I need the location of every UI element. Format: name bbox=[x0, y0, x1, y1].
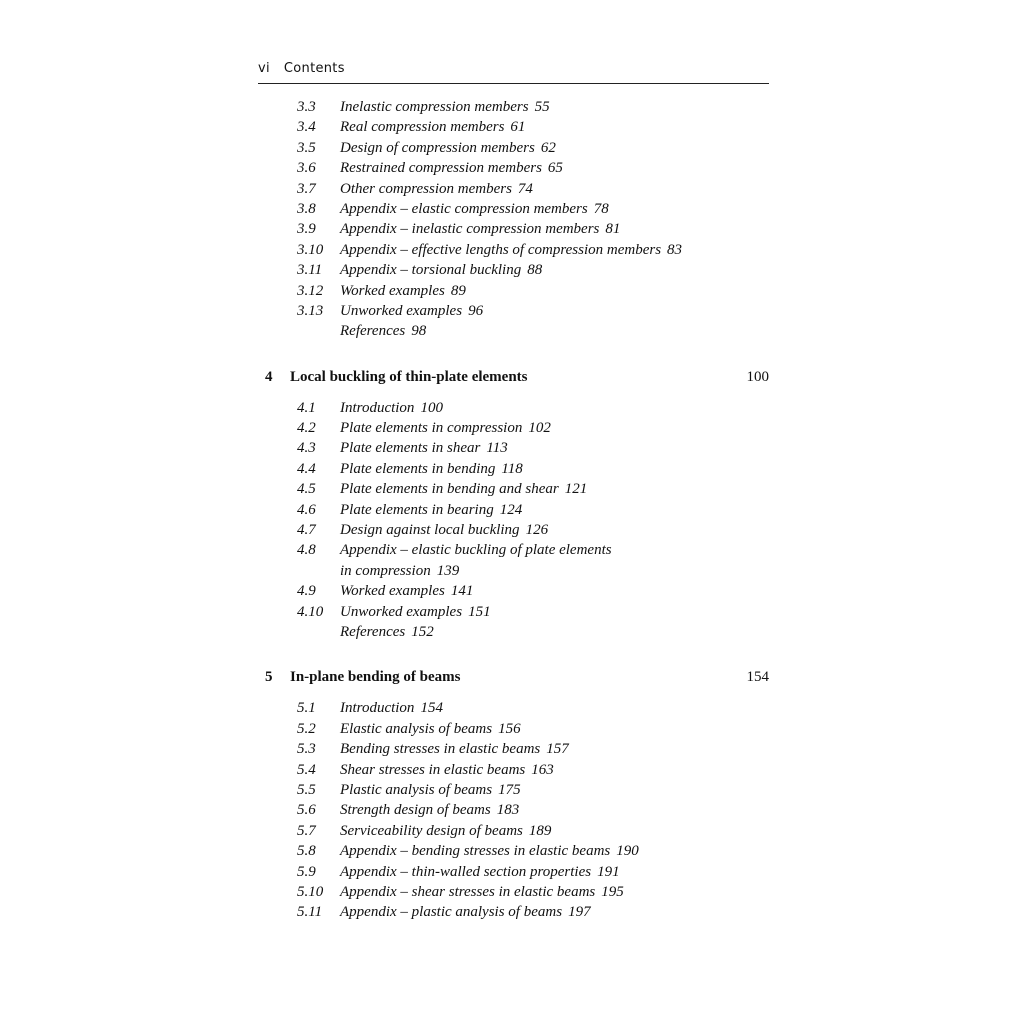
section-page: 100 bbox=[420, 399, 443, 416]
section-page: 163 bbox=[531, 761, 554, 778]
section-number: 3.6 bbox=[297, 160, 316, 177]
section-number: 3.8 bbox=[297, 200, 316, 217]
section-page: 156 bbox=[498, 720, 521, 737]
section-page: 89 bbox=[450, 282, 466, 299]
section-title-text: Plate elements in shear bbox=[340, 440, 481, 457]
toc-entry[interactable] bbox=[258, 479, 769, 499]
toc-entry[interactable] bbox=[258, 800, 769, 820]
section-number: 4.10 bbox=[297, 603, 324, 620]
section-title bbox=[340, 882, 624, 902]
section-title-text: Plastic analysis of beams bbox=[340, 781, 493, 798]
section-page: 154 bbox=[420, 700, 443, 717]
section-title bbox=[340, 179, 533, 199]
section-title bbox=[340, 821, 551, 841]
chapter-page: 154 bbox=[746, 669, 769, 686]
section-number: 4.5 bbox=[297, 481, 316, 498]
toc-entry[interactable] bbox=[258, 438, 769, 458]
section-title-text: Introduction bbox=[340, 399, 415, 416]
section-title bbox=[340, 540, 612, 560]
header-rule bbox=[258, 83, 769, 84]
section-number: 3.13 bbox=[297, 302, 324, 319]
section-title-text: Worked examples bbox=[340, 583, 445, 600]
section-title-text: Appendix – bending stresses in elastic beams bbox=[340, 843, 611, 860]
section-title bbox=[340, 479, 587, 499]
section-title-text: Plate elements in compression bbox=[340, 420, 523, 437]
chapter-title: Local buckling of thin-plate elements bbox=[290, 368, 528, 385]
section-page: 102 bbox=[528, 420, 551, 437]
section-number: 3.9 bbox=[297, 221, 316, 238]
section-title-text: Design against local buckling bbox=[340, 522, 520, 539]
section-title bbox=[340, 698, 443, 718]
section-title-text: Design of compression members bbox=[340, 139, 535, 156]
chapter-title: In-plane bending of beams bbox=[290, 669, 461, 686]
section-page: 118 bbox=[501, 460, 523, 477]
page-folio: vi bbox=[258, 61, 270, 76]
section-title bbox=[340, 561, 459, 581]
section-title-text: Introduction bbox=[340, 700, 415, 717]
toc-entry[interactable] bbox=[258, 902, 769, 922]
section-title-text: Appendix – shear stresses in elastic beams bbox=[340, 883, 596, 900]
section-page: 183 bbox=[496, 802, 520, 819]
section-title-text: Appendix – plastic analysis of beams bbox=[340, 904, 563, 921]
toc-entry[interactable] bbox=[258, 520, 769, 540]
toc-entry[interactable] bbox=[258, 602, 769, 622]
section-title-text: Appendix – torsional buckling bbox=[340, 262, 522, 279]
section-title-text: Unworked examples bbox=[340, 603, 463, 620]
section-number: 4.3 bbox=[297, 440, 316, 457]
section-number: 5.10 bbox=[297, 883, 324, 900]
section-page: 55 bbox=[534, 99, 550, 115]
section-title bbox=[340, 719, 521, 739]
toc-entry[interactable] bbox=[258, 260, 769, 280]
section-title-text: Serviceability design of beams bbox=[340, 822, 523, 839]
section-number: 5.5 bbox=[297, 781, 316, 798]
section-number: 4.6 bbox=[297, 501, 316, 518]
section-title bbox=[340, 138, 556, 158]
section-page: 191 bbox=[597, 863, 620, 880]
section-title bbox=[340, 459, 523, 479]
section-title-text: Restrained compression members bbox=[340, 160, 542, 177]
section-page: 121 bbox=[564, 481, 588, 498]
section-title bbox=[340, 398, 443, 418]
section-title bbox=[340, 97, 550, 117]
section-title bbox=[340, 117, 525, 137]
section-title bbox=[340, 800, 519, 820]
section-page: 113 bbox=[486, 440, 508, 457]
section-number: 3.10 bbox=[297, 241, 324, 258]
section-title-text: Appendix – effective lengths of compression members bbox=[340, 241, 662, 258]
toc-entry[interactable] bbox=[258, 841, 769, 861]
section-title bbox=[340, 500, 522, 520]
section-page: 78 bbox=[593, 200, 609, 217]
toc-entry[interactable] bbox=[258, 882, 769, 902]
section-title-text: Appendix – inelastic compression members bbox=[340, 221, 600, 238]
section-page: 88 bbox=[527, 262, 543, 279]
table-of-contents bbox=[258, 97, 769, 923]
toc-entry[interactable] bbox=[258, 698, 769, 718]
section-number: 3.4 bbox=[297, 119, 316, 136]
section-title-text: Plate elements in bending and shear bbox=[340, 481, 559, 498]
toc-entry[interactable] bbox=[258, 739, 769, 759]
toc-entry[interactable] bbox=[258, 117, 769, 137]
section-title bbox=[340, 281, 466, 301]
toc-entry[interactable] bbox=[258, 862, 769, 882]
section-title bbox=[340, 841, 639, 861]
running-head bbox=[258, 61, 345, 76]
section-number: 3.7 bbox=[297, 180, 316, 197]
toc-entry[interactable] bbox=[258, 199, 769, 219]
section-number: 5.9 bbox=[297, 863, 316, 880]
toc-entry[interactable] bbox=[258, 398, 769, 418]
toc-entry[interactable] bbox=[258, 97, 769, 117]
section-title-text: Appendix – elastic compression members bbox=[340, 200, 588, 217]
section-title bbox=[340, 301, 483, 321]
toc-entry[interactable] bbox=[258, 240, 769, 260]
section-number: 4.4 bbox=[297, 460, 316, 477]
section-number: 3.12 bbox=[297, 282, 324, 299]
section-title bbox=[340, 321, 426, 341]
section-title-text: References bbox=[340, 623, 406, 640]
running-head-title: Contents bbox=[283, 61, 345, 76]
section-number: 5.6 bbox=[297, 802, 316, 819]
section-title bbox=[340, 780, 521, 800]
section-title bbox=[340, 219, 620, 239]
toc-entry[interactable] bbox=[258, 179, 769, 199]
toc-entry[interactable] bbox=[258, 158, 769, 178]
section-number: 5.2 bbox=[297, 720, 316, 737]
section-title-text: Appendix – thin-walled section properties bbox=[340, 863, 592, 880]
toc-entry[interactable] bbox=[258, 561, 769, 581]
section-page: 197 bbox=[568, 904, 591, 921]
section-number: 5.7 bbox=[297, 822, 316, 839]
chapter-heading[interactable] bbox=[258, 667, 769, 687]
toc-entry[interactable] bbox=[258, 760, 769, 780]
section-page: 74 bbox=[517, 180, 533, 197]
section-page: 98 bbox=[411, 323, 427, 340]
toc-entry[interactable] bbox=[258, 540, 769, 560]
section-title bbox=[340, 902, 591, 922]
section-title bbox=[340, 260, 542, 280]
toc-entry[interactable] bbox=[258, 500, 769, 520]
section-page: 81 bbox=[605, 221, 621, 238]
section-page: 96 bbox=[468, 302, 484, 319]
section-number: 4.1 bbox=[297, 399, 316, 416]
section-number: 5.8 bbox=[297, 843, 316, 860]
section-number: 4.8 bbox=[297, 542, 316, 559]
section-title bbox=[340, 622, 434, 642]
chapter-number: 5 bbox=[265, 669, 273, 686]
section-page: 62 bbox=[540, 139, 556, 156]
section-title bbox=[340, 418, 551, 438]
section-number: 4.9 bbox=[297, 583, 316, 600]
section-title-text: Strength design of beams bbox=[340, 802, 491, 819]
section-title-text: Inelastic compression members bbox=[340, 99, 529, 115]
toc-entry[interactable] bbox=[258, 138, 769, 158]
section-title bbox=[340, 520, 548, 540]
toc-entry[interactable] bbox=[258, 780, 769, 800]
section-title bbox=[340, 602, 491, 622]
section-number: 5.4 bbox=[297, 761, 316, 778]
section-title-text: Unworked examples bbox=[340, 302, 463, 319]
section-title bbox=[340, 199, 609, 219]
section-number: 3.5 bbox=[297, 139, 316, 156]
toc-entry[interactable] bbox=[258, 301, 769, 321]
section-number: 3.11 bbox=[297, 262, 323, 279]
section-title bbox=[340, 158, 563, 178]
section-page: 157 bbox=[546, 741, 569, 758]
section-title-text: Other compression members bbox=[340, 180, 512, 197]
section-number: 4.2 bbox=[297, 420, 316, 437]
section-title-text: Elastic analysis of beams bbox=[340, 720, 493, 737]
section-page: 61 bbox=[510, 119, 526, 136]
section-number: 5.1 bbox=[297, 700, 316, 717]
section-title bbox=[340, 581, 473, 601]
section-title-text: Shear stresses in elastic beams bbox=[340, 761, 526, 778]
section-title bbox=[340, 739, 569, 759]
toc-entry[interactable] bbox=[258, 219, 769, 239]
section-page: 65 bbox=[547, 160, 563, 177]
section-number: 4.7 bbox=[297, 522, 316, 539]
section-page: 141 bbox=[450, 583, 474, 600]
toc-entry[interactable] bbox=[258, 622, 769, 642]
section-title-text: Real compression members bbox=[340, 119, 505, 136]
toc-entry[interactable] bbox=[258, 281, 769, 301]
section-title bbox=[340, 760, 554, 780]
toc-entry[interactable] bbox=[258, 719, 769, 739]
chapter-heading[interactable] bbox=[258, 367, 769, 387]
section-number: 5.3 bbox=[297, 741, 316, 758]
section-title-text: Worked examples bbox=[340, 282, 445, 299]
section-title-text: Plate elements in bearing bbox=[340, 501, 494, 518]
section-page: 195 bbox=[601, 883, 624, 900]
toc-entry[interactable] bbox=[258, 459, 769, 479]
section-title bbox=[340, 240, 682, 260]
section-page: 139 bbox=[436, 562, 460, 579]
toc-entry[interactable] bbox=[258, 418, 769, 438]
section-page: 126 bbox=[525, 522, 549, 539]
section-page: 152 bbox=[411, 623, 434, 640]
section-page: 189 bbox=[528, 822, 552, 839]
toc-entry[interactable] bbox=[258, 821, 769, 841]
chapter-number: 4 bbox=[265, 368, 273, 385]
section-title-text: Plate elements in bending bbox=[340, 460, 496, 477]
section-title-text: in compression bbox=[340, 562, 431, 579]
section-page: 151 bbox=[468, 603, 491, 620]
section-page: 83 bbox=[667, 241, 683, 258]
toc-entry[interactable] bbox=[258, 321, 769, 341]
section-title-text: References bbox=[340, 323, 406, 340]
toc-entry[interactable] bbox=[258, 581, 769, 601]
section-number: 3.3 bbox=[297, 99, 316, 115]
section-page: 190 bbox=[616, 843, 639, 860]
section-title-text: Bending stresses in elastic beams bbox=[340, 741, 541, 758]
section-page: 124 bbox=[499, 501, 523, 518]
section-title-text: Appendix – elastic buckling of plate elements bbox=[340, 542, 612, 559]
section-title bbox=[340, 862, 620, 882]
section-title bbox=[340, 438, 508, 458]
chapter-page: 100 bbox=[746, 368, 769, 385]
section-page: 175 bbox=[498, 781, 521, 798]
section-number: 5.11 bbox=[297, 904, 323, 921]
